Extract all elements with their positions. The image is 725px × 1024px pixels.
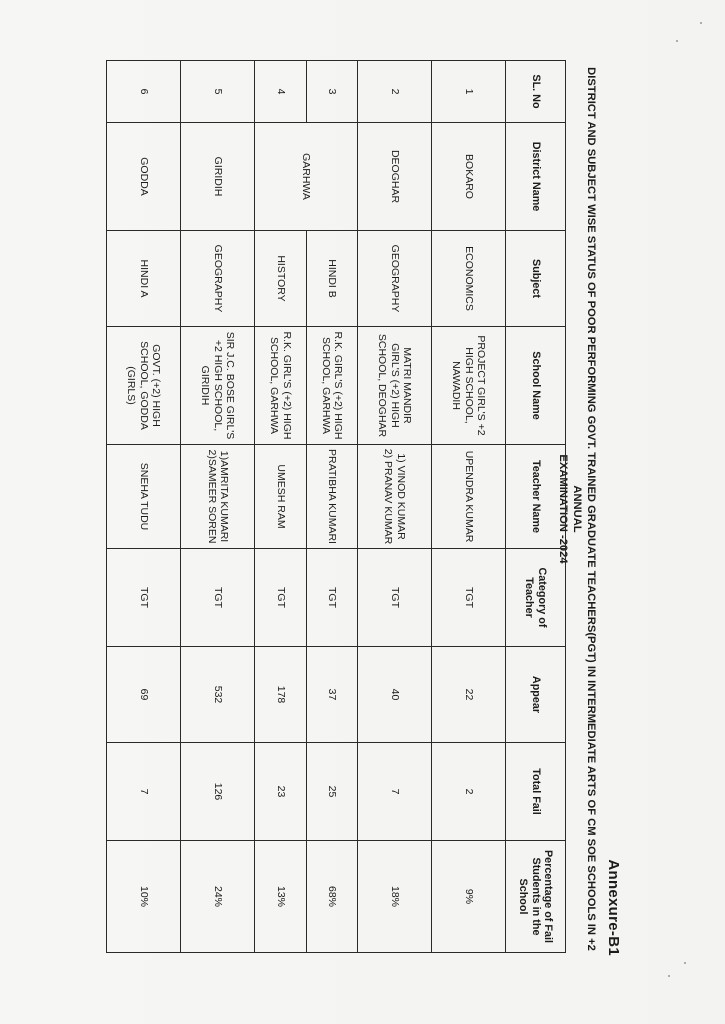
cell-appear: 37 — [306, 647, 357, 743]
cell-school: R.K. GIRL'S (+2) HIGH SCHOOL, GARHWA — [306, 327, 357, 445]
cell-fail: 7 — [357, 743, 431, 841]
rotated-document — [88, 54, 628, 962]
cell-district: DEOGHAR — [357, 123, 431, 231]
scan-speck — [700, 22, 702, 24]
cell-teacher: 1)AMRITA KUMARI 2)SAMEER SOREN — [181, 445, 255, 549]
cell-school: PROJECT GIRL'S +2 HIGH SCHOOL, NAWADIH — [431, 327, 505, 445]
cell-category: TGT — [181, 549, 255, 647]
header-total-fail: Total Fail — [506, 743, 566, 841]
cell-sl: 1 — [431, 61, 505, 123]
cell-district: BOKARO — [431, 123, 505, 231]
cell-subject: HINDI A — [107, 231, 181, 327]
cell-subject: GEOGRAPHY — [357, 231, 431, 327]
table-header-row — [506, 61, 566, 953]
cell-teacher: UPENDRA KUMAR — [431, 445, 505, 549]
cell-percentage: 13% — [255, 841, 306, 953]
header-category: Category of Teacher — [506, 549, 566, 647]
cell-sl: 2 — [357, 61, 431, 123]
cell-district: GIRIDIH — [181, 123, 255, 231]
cell-sl: 3 — [306, 61, 357, 123]
cell-fail: 23 — [255, 743, 306, 841]
cell-fail: 25 — [306, 743, 357, 841]
header-school: School Name — [506, 327, 566, 445]
cell-school: R.K. GIRL'S (+2) HIGH SCHOOL, GARHWA — [255, 327, 306, 445]
header-teacher: Teacher Name — [506, 445, 566, 549]
cell-sl: 6 — [107, 61, 181, 123]
document-title-line-2: EXAMINATION -2024 — [557, 454, 569, 564]
cell-category: TGT — [255, 549, 306, 647]
header-percentage: Percentage of Fail Students in the School — [506, 841, 566, 953]
cell-appear: 532 — [181, 647, 255, 743]
table-row — [357, 61, 431, 953]
cell-category: TGT — [107, 549, 181, 647]
cell-district: GODDA — [107, 123, 181, 231]
cell-teacher: UMESH RAM — [255, 445, 306, 549]
cell-percentage: 18% — [357, 841, 431, 953]
cell-percentage: 10% — [107, 841, 181, 953]
header-sl-no: SL. No — [506, 61, 566, 123]
cell-appear: 40 — [357, 647, 431, 743]
document-title-line-1: DISTRICT AND SUBJECT WISE STATUS OF POOR PERFORMING GOVT. TRAINED GRADUATE TEACHERS(PGT) IN INTERMEDIATE ARTS OF CM SOE SCHOOLS IN +2 ANNUAL — [571, 67, 597, 951]
cell-fail: 2 — [431, 743, 505, 841]
header-subject: Subject — [506, 231, 566, 327]
table-row — [107, 61, 181, 953]
cell-subject: ECONOMICS — [431, 231, 505, 327]
cell-percentage: 68% — [306, 841, 357, 953]
cell-teacher: SNEHA TUDU — [107, 445, 181, 549]
cell-subject: GEOGRAPHY — [181, 231, 255, 327]
table-row — [431, 61, 505, 953]
cell-school: MATRI MANDIR GIRL'S (+2) HIGH SCHOOL, DEOGHAR — [357, 327, 431, 445]
cell-teacher: PRATIBHA KUMARI — [306, 445, 357, 549]
cell-school: GOVT. (+2) HIGH SCHOOL, GODDA (GIRLS) — [107, 327, 181, 445]
header-district: District Name — [506, 123, 566, 231]
header-appear: Appear — [506, 647, 566, 743]
cell-school: SIR J.C. BOSE GIRL'S +2 HIGH SCHOOL, GIRIDIH — [181, 327, 255, 445]
cell-appear: 69 — [107, 647, 181, 743]
cell-sl: 5 — [181, 61, 255, 123]
cell-sl: 4 — [255, 61, 306, 123]
cell-category: TGT — [357, 549, 431, 647]
cell-fail: 126 — [181, 743, 255, 841]
cell-teacher: 1) VINOD KUMAR 2) PRANAV KUMAR — [357, 445, 431, 549]
cell-appear: 178 — [255, 647, 306, 743]
cell-district-merged: GARHWA — [255, 123, 357, 231]
scan-speck — [684, 962, 686, 964]
cell-category: TGT — [431, 549, 505, 647]
cell-fail: 7 — [107, 743, 181, 841]
cell-percentage: 9% — [431, 841, 505, 953]
annexure-label: Annexure-B1 — [605, 859, 622, 956]
cell-category: TGT — [306, 549, 357, 647]
scan-speck — [668, 975, 670, 977]
table-row — [181, 61, 255, 953]
cell-subject: HINDI B — [306, 231, 357, 327]
cell-subject: HISTORY — [255, 231, 306, 327]
table-row — [306, 61, 357, 953]
status-table — [106, 60, 566, 953]
cell-percentage: 24% — [181, 841, 255, 953]
cell-appear: 22 — [431, 647, 505, 743]
scan-speck — [676, 40, 678, 42]
